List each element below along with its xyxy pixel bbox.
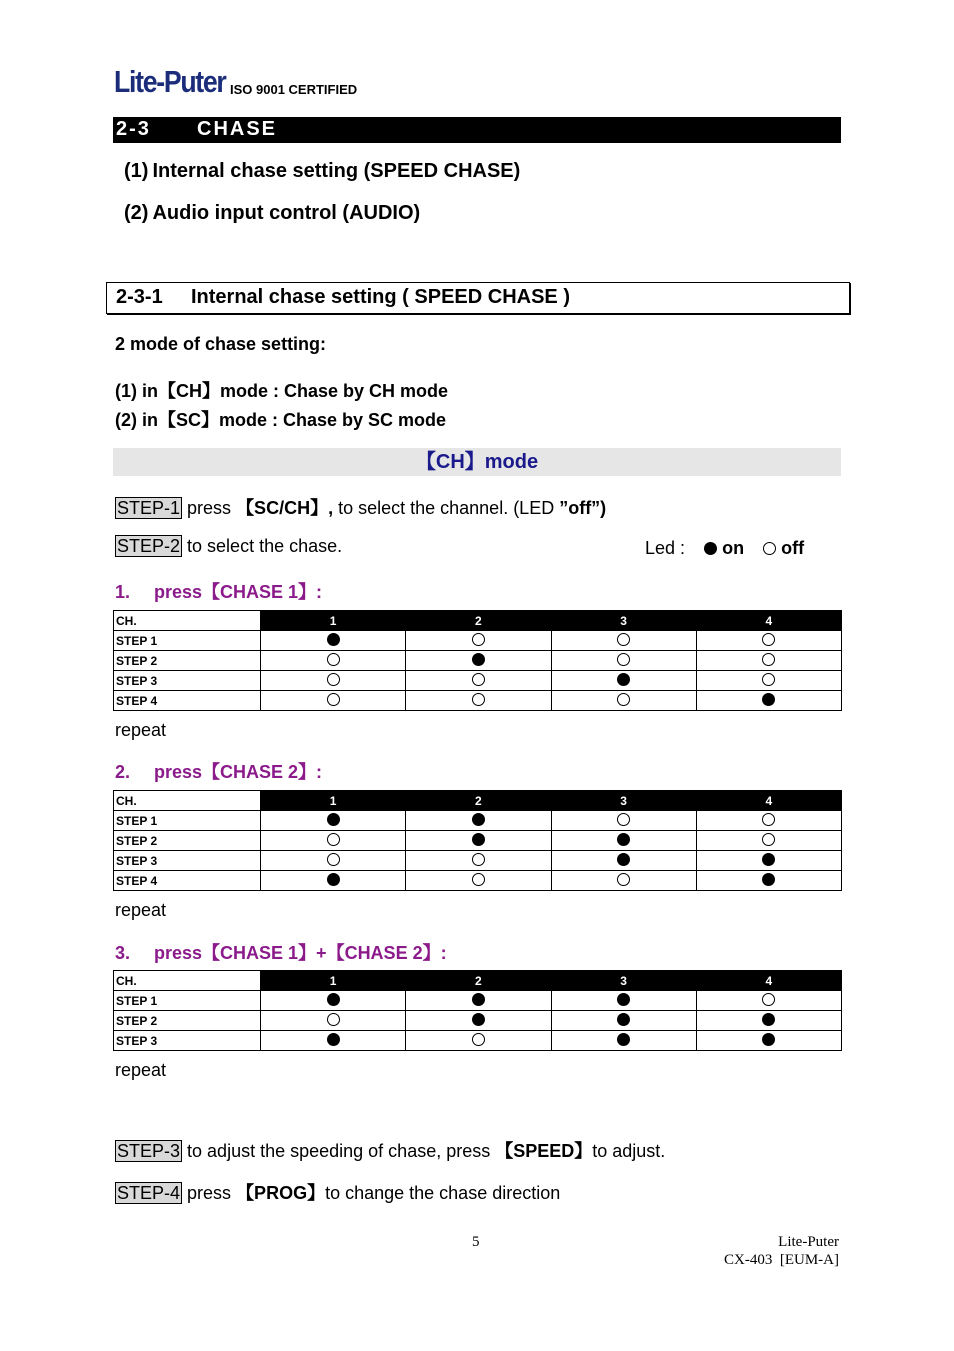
led-cell [406, 671, 551, 691]
led-legend [645, 538, 804, 559]
led-on-icon [762, 1033, 775, 1046]
led-cell [551, 871, 696, 891]
section-item-1: (1) Internal chase setting (SPEED CHASE) [124, 160, 521, 182]
subsection-number: 2-3-1 [116, 286, 163, 308]
header-channel: 1 [261, 791, 406, 811]
led-off-icon [472, 853, 485, 866]
chase-3-table [113, 970, 842, 1051]
led-on-icon [762, 1013, 775, 1026]
header-channel: 3 [551, 791, 696, 811]
chase-number: 1. [115, 582, 131, 602]
table-row [114, 1011, 842, 1031]
intro-line-2: (2) in【SC】mode : Chase by SC mode [115, 410, 447, 430]
header-channel: 2 [406, 791, 551, 811]
led-off-icon [472, 633, 485, 646]
led-on-icon [617, 993, 630, 1006]
led-on-icon [617, 833, 630, 846]
led-cell [261, 1011, 406, 1031]
repeat-label: repeat [115, 720, 167, 740]
led-cell [261, 851, 406, 871]
header-channel: 4 [696, 971, 841, 991]
led-off-icon [327, 693, 340, 706]
header-channel: 4 [696, 791, 841, 811]
led-on-icon [704, 542, 717, 555]
led-cell [696, 631, 841, 651]
step-tag: STEP-3 [117, 1141, 181, 1161]
intro-line-1: (1) in【CH】mode : Chase by CH mode [115, 381, 449, 401]
led-on-icon [472, 653, 485, 666]
led-cell [406, 831, 551, 851]
table-header-row [114, 611, 842, 631]
header-channel: 3 [551, 611, 696, 631]
footer-model: CX-403 [EUM-A] [724, 1252, 839, 1268]
led-cell [406, 851, 551, 871]
step-text: to change the chase direction [325, 1183, 561, 1203]
led-cell [551, 671, 696, 691]
led-cell [406, 651, 551, 671]
led-off-icon [762, 673, 775, 686]
led-on-icon [327, 633, 340, 646]
led-off-icon [762, 633, 775, 646]
header-channel: 2 [406, 971, 551, 991]
table-row [114, 631, 842, 651]
led-cell [551, 691, 696, 711]
header-ch-label: CH. [114, 611, 261, 631]
table-row [114, 851, 842, 871]
step-text: to select the channel. (LED [333, 498, 560, 518]
table-row [114, 651, 842, 671]
led-on-icon [472, 813, 485, 826]
chase-1-label [115, 578, 322, 604]
section-header [113, 117, 841, 143]
led-off-icon [762, 653, 775, 666]
led-off-icon [472, 693, 485, 706]
led-cell [696, 691, 841, 711]
led-cell [696, 991, 841, 1011]
step-label: STEP 1 [114, 991, 261, 1011]
chase-label-text: press【CHASE 1】+【CHASE 2】: [154, 943, 447, 963]
led-on-icon [472, 1013, 485, 1026]
led-cell [261, 631, 406, 651]
step-text: to adjust the speeding of chase, press [182, 1141, 496, 1161]
led-cell [551, 991, 696, 1011]
led-cell [696, 871, 841, 891]
chase-number: 2. [115, 762, 131, 782]
led-cell [406, 871, 551, 891]
led-off-icon [327, 833, 340, 846]
header-channel: 2 [406, 611, 551, 631]
led-off-icon [763, 542, 776, 555]
step-tag: STEP-1 [117, 498, 181, 518]
repeat-label: repeat [115, 1060, 167, 1080]
led-on-icon [762, 853, 775, 866]
key-label: 【SC/CH】, [236, 498, 334, 518]
led-cell [551, 811, 696, 831]
led-cell [261, 691, 406, 711]
led-off-icon [327, 1013, 340, 1026]
step-4 [115, 1179, 560, 1205]
certification-label: ISO 9001 CERTIFIED [230, 82, 358, 97]
key-label: 【SPEED】 [495, 1141, 593, 1161]
mode-title: 【CH】mode [113, 448, 841, 476]
led-off-icon [617, 633, 630, 646]
table-row [114, 1031, 842, 1051]
brand-logo: Lite-Puter [114, 64, 226, 99]
led-cell [406, 691, 551, 711]
step-text: to adjust. [592, 1141, 666, 1161]
legend-on: on [722, 538, 745, 558]
chase-number: 3. [115, 943, 131, 963]
table-row [114, 831, 842, 851]
led-off-icon [327, 853, 340, 866]
step-text: to select the chase. [182, 536, 343, 556]
led-off-icon [617, 873, 630, 886]
step-emphasis: ”off”) [559, 498, 607, 518]
led-cell [261, 871, 406, 891]
legend-label: Led : [645, 538, 686, 558]
led-off-icon [472, 1033, 485, 1046]
chase-2-label [115, 758, 322, 784]
led-off-icon [762, 993, 775, 1006]
step-1 [115, 494, 606, 520]
step-2 [115, 536, 342, 557]
led-on-icon [617, 853, 630, 866]
table-row [114, 871, 842, 891]
table-header-row [114, 971, 842, 991]
led-on-icon [327, 993, 340, 1006]
led-off-icon [472, 873, 485, 886]
table-row [114, 691, 842, 711]
led-cell [406, 811, 551, 831]
led-on-icon [472, 833, 485, 846]
led-cell [551, 631, 696, 651]
led-cell [261, 1031, 406, 1051]
led-cell [696, 811, 841, 831]
chase-3-label [115, 939, 447, 965]
step-text: press [182, 1183, 237, 1203]
intro-heading: 2 mode of chase setting: [115, 334, 327, 354]
led-cell [261, 831, 406, 851]
table-header-row [114, 791, 842, 811]
header-channel: 1 [261, 971, 406, 991]
section-item-2: (2) Audio input control (AUDIO) [124, 202, 421, 224]
led-on-icon [617, 1013, 630, 1026]
led-cell [551, 651, 696, 671]
step-label: STEP 4 [114, 871, 261, 891]
led-cell [696, 851, 841, 871]
led-cell [261, 991, 406, 1011]
subsection-title: Internal chase setting ( SPEED CHASE ) [191, 286, 570, 308]
section-title: CHASE [197, 118, 278, 140]
header-ch-label: CH. [114, 791, 261, 811]
table-row [114, 991, 842, 1011]
step-label: STEP 1 [114, 631, 261, 651]
led-on-icon [472, 993, 485, 1006]
key-label: 【PROG】 [236, 1183, 326, 1203]
led-cell [406, 991, 551, 1011]
step-label: STEP 1 [114, 811, 261, 831]
step-text: press [182, 498, 237, 518]
led-cell [696, 1031, 841, 1051]
led-on-icon [617, 673, 630, 686]
header-channel: 3 [551, 971, 696, 991]
led-cell [696, 831, 841, 851]
step-label: STEP 3 [114, 851, 261, 871]
led-cell [406, 1031, 551, 1051]
led-cell [696, 1011, 841, 1031]
led-off-icon [327, 653, 340, 666]
led-off-icon [617, 693, 630, 706]
led-off-icon [617, 653, 630, 666]
header-ch-label: CH. [114, 971, 261, 991]
led-cell [551, 1031, 696, 1051]
led-off-icon [762, 813, 775, 826]
legend-off: off [781, 538, 805, 558]
led-cell [261, 651, 406, 671]
header-channel: 4 [696, 611, 841, 631]
step-tag: STEP-2 [117, 536, 181, 556]
footer-brand: Lite-Puter [778, 1234, 839, 1250]
led-cell [551, 851, 696, 871]
step-tag: STEP-4 [117, 1183, 181, 1203]
led-on-icon [762, 873, 775, 886]
chase-label-text: press【CHASE 2】: [154, 762, 323, 782]
chase-label-text: press【CHASE 1】: [154, 582, 323, 602]
led-cell [406, 1011, 551, 1031]
led-cell [406, 631, 551, 651]
step-3 [115, 1137, 665, 1163]
section-number: 2-3 [116, 118, 151, 140]
step-label: STEP 2 [114, 831, 261, 851]
led-off-icon [762, 833, 775, 846]
page-number: 5 [472, 1234, 480, 1250]
table-row [114, 811, 842, 831]
led-cell [696, 651, 841, 671]
step-label: STEP 4 [114, 691, 261, 711]
chase-2-table [113, 790, 842, 891]
led-cell [696, 671, 841, 691]
subsection-header [106, 282, 850, 314]
led-on-icon [617, 1033, 630, 1046]
led-cell [261, 811, 406, 831]
led-off-icon [617, 813, 630, 826]
led-cell [551, 1011, 696, 1031]
step-label: STEP 2 [114, 651, 261, 671]
led-on-icon [327, 873, 340, 886]
repeat-label: repeat [115, 900, 167, 920]
step-label: STEP 3 [114, 671, 261, 691]
led-on-icon [327, 1033, 340, 1046]
led-cell [551, 831, 696, 851]
led-on-icon [327, 813, 340, 826]
led-off-icon [472, 673, 485, 686]
step-label: STEP 3 [114, 1031, 261, 1051]
step-label: STEP 2 [114, 1011, 261, 1031]
led-on-icon [762, 693, 775, 706]
header-channel: 1 [261, 611, 406, 631]
table-row [114, 671, 842, 691]
chase-1-table [113, 610, 842, 711]
led-off-icon [327, 673, 340, 686]
led-cell [261, 671, 406, 691]
